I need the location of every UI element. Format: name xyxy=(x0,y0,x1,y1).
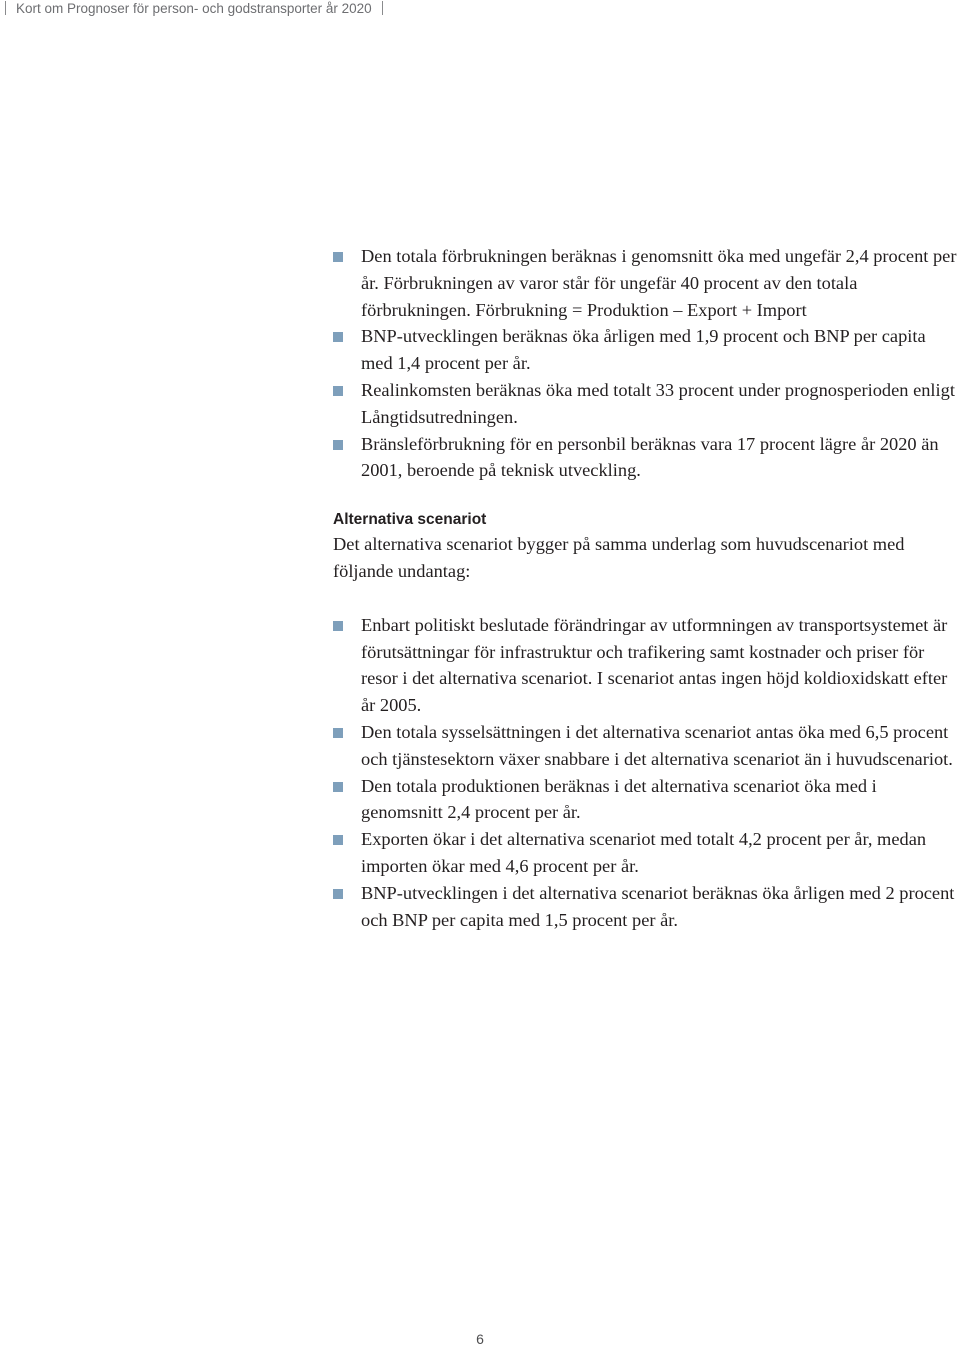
list-item-text: Realinkomsten beräknas öka med totalt 33 procent under prognosperioden enligt Långtidsutredningen. xyxy=(361,379,955,427)
header-title: Kort om Prognoser för person- och godstransporter år 2020 xyxy=(16,0,372,16)
list-item-text: Den totala sysselsättningen i det alternativa scenariot antas öka med 6,5 procent och tjänstesektorn växer snabbare i det alternativa scenariot än i huvudscenariot. xyxy=(361,721,953,769)
square-bullet-icon xyxy=(333,835,343,845)
list-item-text: BNP-utvecklingen i det alternativa scenariot beräknas öka årligen med 2 procent och BNP per capita med 1,5 procent per år. xyxy=(361,882,955,930)
list-item xyxy=(333,612,958,719)
list-item xyxy=(333,431,958,485)
list-item-text: Den totala förbrukningen beräknas i genomsnitt öka med ungefär 2,4 procent per år. Förbrukningen av varor står för ungefär 40 procent av den totala förbrukningen. Förbrukning = Produktion – Export + Import xyxy=(361,246,957,320)
square-bullet-icon xyxy=(333,386,343,396)
square-bullet-icon xyxy=(333,332,343,342)
list-item-text: Den totala produktionen beräknas i det alternativa scenariot öka med i genomsnitt 2,4 procent per år. xyxy=(361,775,877,823)
list-item xyxy=(333,323,958,377)
bullet-list-alternative-scenario xyxy=(333,612,958,934)
list-item xyxy=(333,826,958,880)
header-divider-left xyxy=(5,1,6,15)
list-item-text: Enbart politiskt beslutade förändringar av utformningen av transportsystemet är förutsättningar för infrastruktur och trafikering samt kostnader och priser för resor i det alternativa scenariot. I scenariot antas ingen höjd koldioxidskatt efter år 2005. xyxy=(361,614,948,716)
running-header xyxy=(0,0,383,16)
section-intro: Det alternativa scenariot bygger på samma underlag som huvudscenariot med följande undantag: xyxy=(333,534,905,581)
section-heading: Alternativa scenariot xyxy=(333,511,487,529)
list-item xyxy=(333,880,958,934)
list-item xyxy=(333,377,958,431)
list-item-text: Bränsleförbrukning för en personbil beräknas vara 17 procent lägre år 2020 än 2001, beroende på teknisk utveckling. xyxy=(361,433,939,481)
square-bullet-icon xyxy=(333,889,343,899)
list-item-text: BNP-utvecklingen beräknas öka årligen med 1,9 procent och BNP per capita med 1,4 procent per år. xyxy=(361,326,926,374)
square-bullet-icon xyxy=(333,621,343,631)
square-bullet-icon xyxy=(333,728,343,738)
page-number: 6 xyxy=(476,1331,484,1347)
square-bullet-icon xyxy=(333,252,343,262)
square-bullet-icon xyxy=(333,440,343,450)
list-item xyxy=(333,243,958,323)
list-item xyxy=(333,773,958,827)
header-divider-right xyxy=(382,1,383,15)
list-item-text: Exporten ökar i det alternativa scenariot med totalt 4,2 procent per år, medan importen ökar med 4,6 procent per år. xyxy=(361,829,927,876)
bullet-list-assumptions xyxy=(333,243,958,484)
square-bullet-icon xyxy=(333,782,343,792)
main-content xyxy=(333,243,958,933)
list-item xyxy=(333,719,958,773)
